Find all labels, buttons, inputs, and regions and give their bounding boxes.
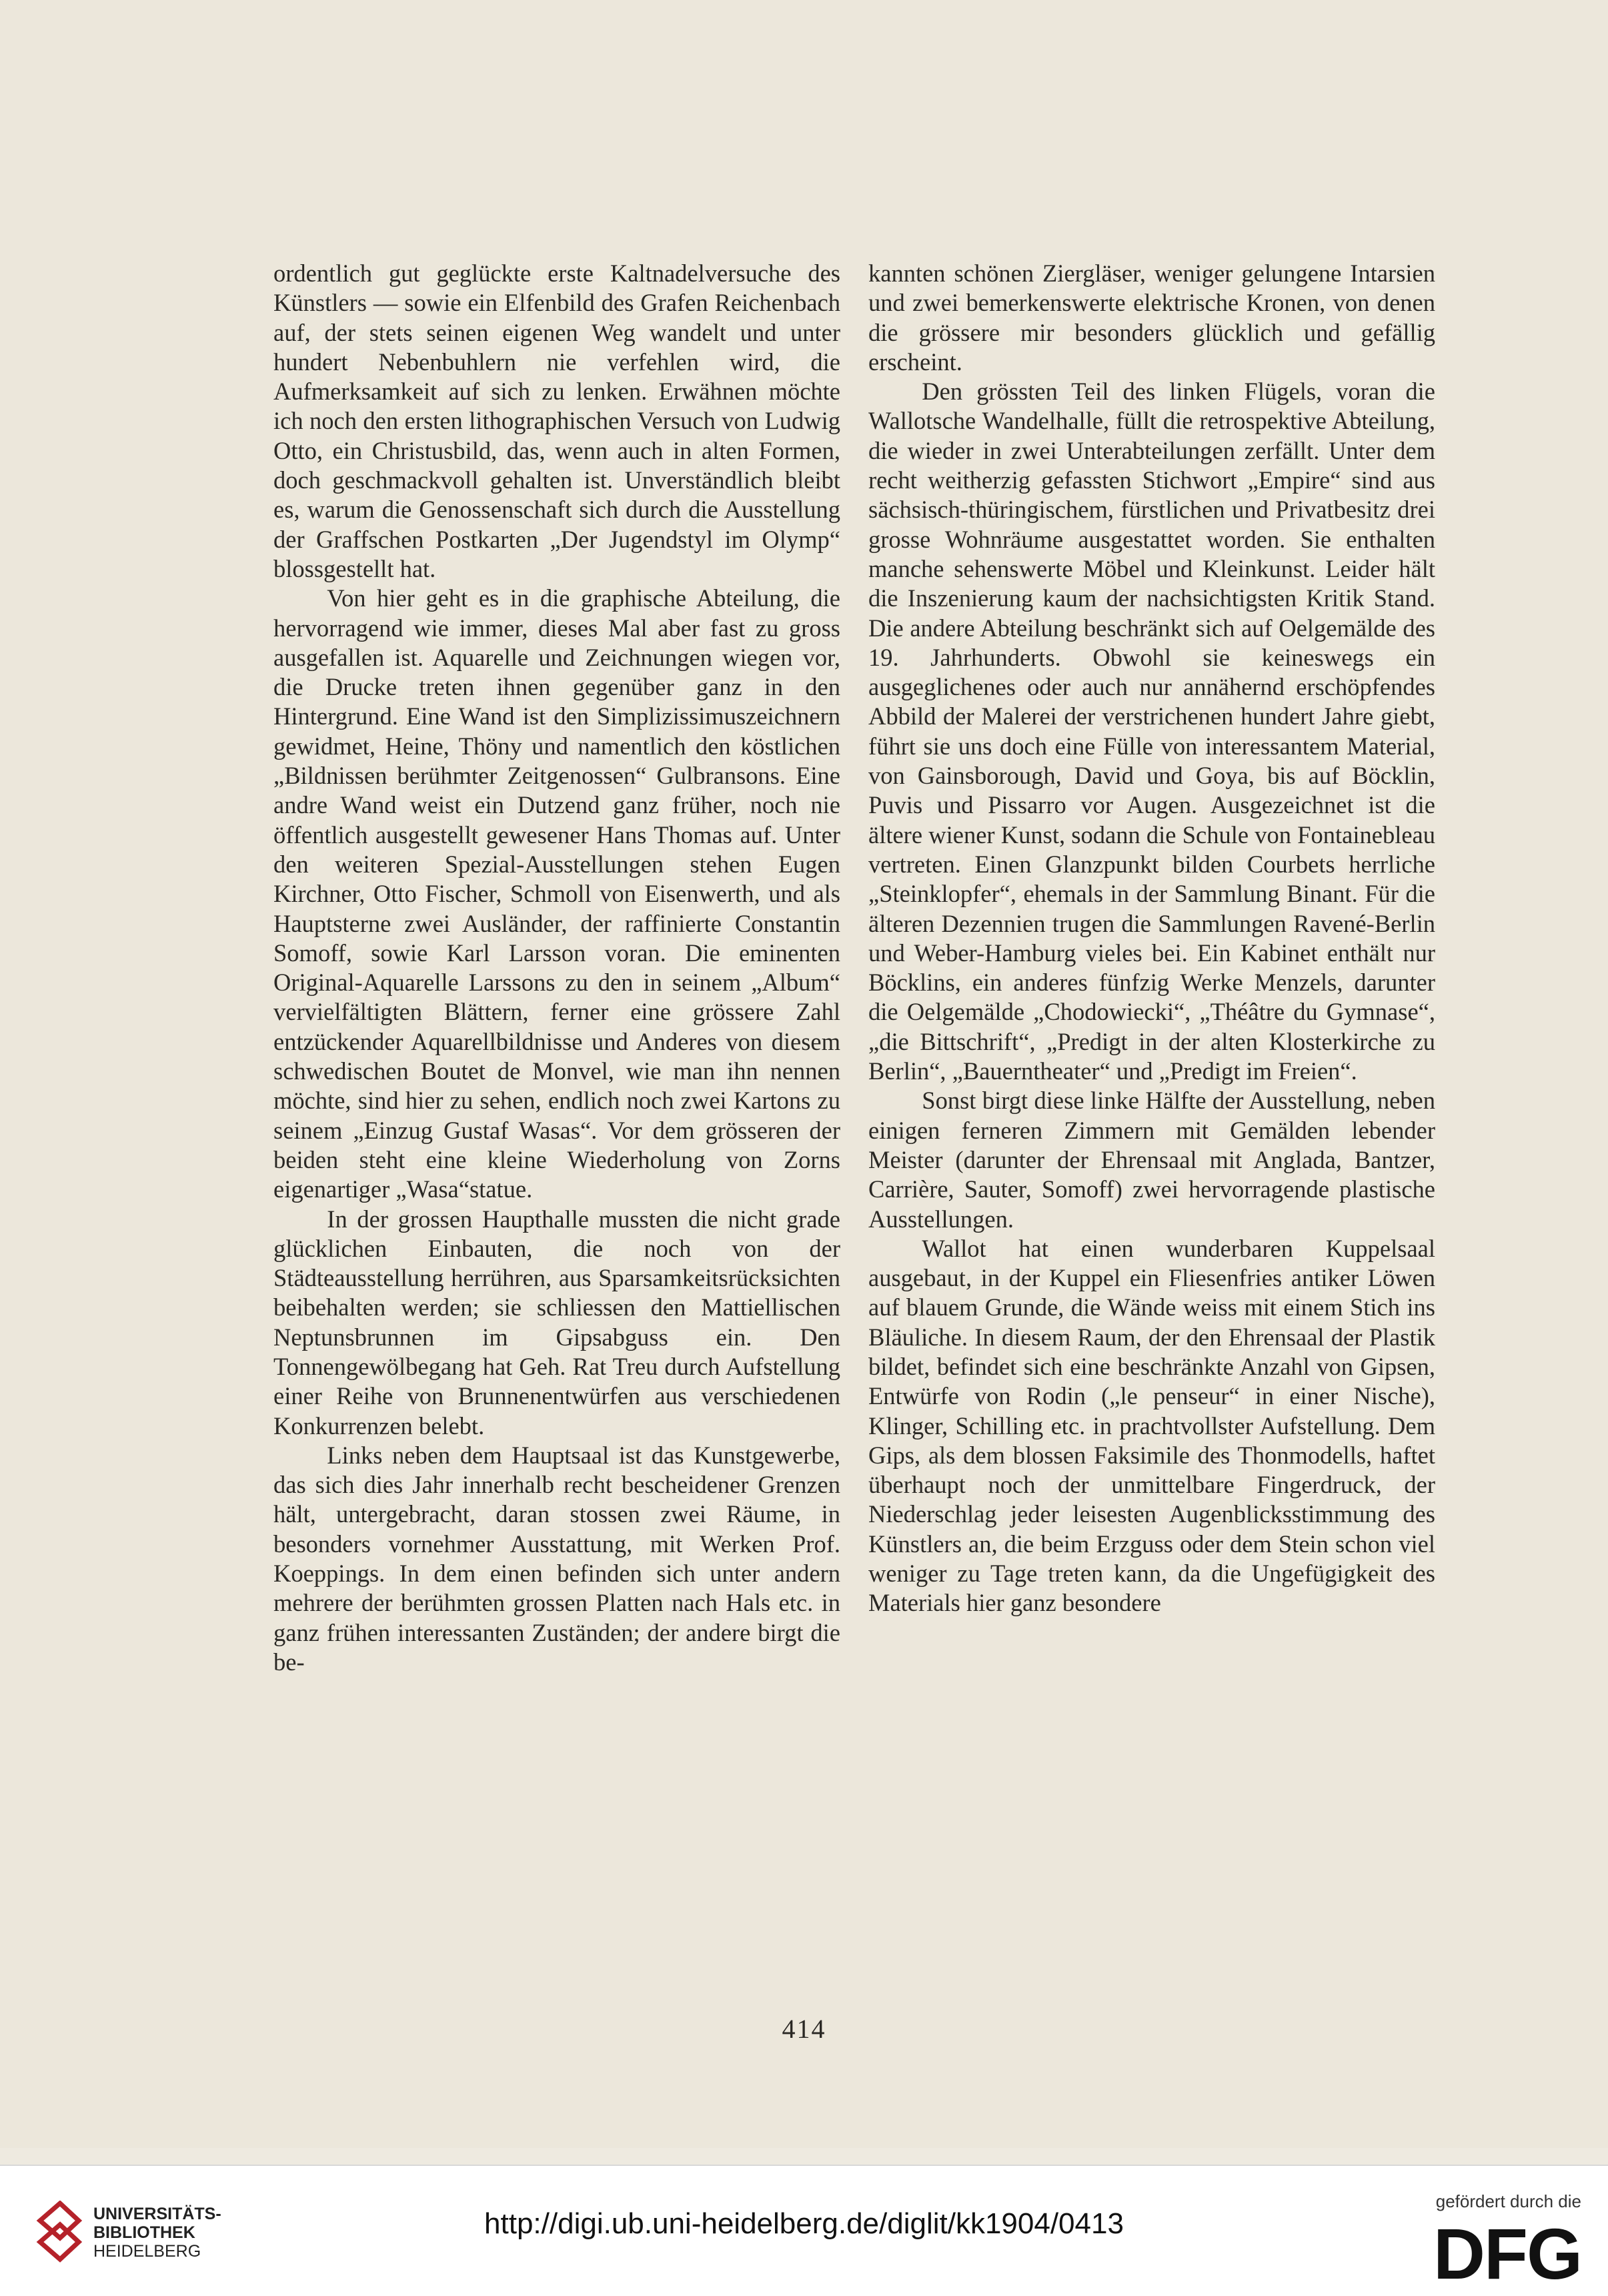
paragraph: In der grossen Haupthalle mussten die nicht grade glücklichen Einbauten, die noch von der Städteausstellung herrühren, aus Sparsamkeitsrücksichten beibehalten werden; sie schliessen den Mattiellischen Neptunsbrunnen im Gipsabguss ein. Den Tonnengewölbegang hat Geh. Rat Treu durch Aufstellung einer Reihe von Brunnenentwürfen aus verschiedenen Konkurrenzen belebt.	[273, 1205, 840, 1440]
paragraph: Sonst birgt diese linke Hälfte der Ausstellung, neben einigen ferneren Zimmern mit Gemälden lebender Meister (darunter der Ehrensaal mit Anglada, Bantzer, Carrière, Sauter, Somoff) zwei hervorragende plastische Ausstellungen.	[868, 1087, 1435, 1233]
institution-line-2: BIBLIOTHEK	[93, 2223, 195, 2242]
paragraph: ordentlich gut geglückte erste Kaltnadelversuche des Künstlers — sowie ein Elfenbild des Grafen Reichenbach auf, der stets seinen eigenen Weg wandelt und unter hundert Nebenbuhlern nie verfehlen wird, die Aufmerksamkeit auf sich zu lenken. Erwähnen möchte ich noch den ersten lithographischen Versuch von Ludwig Otto, ein Christusbild, das, wenn auch in alten Formen, doch geschmackvoll gehalten ist. Unverständlich bleibt es, warum die Genossenschaft sich durch die Ausstellung der Graffschen Postkarten „Der Jugendstyl im Olymp“ blossgestellt hat.	[273, 259, 840, 582]
institution-line-3: HEIDELBERG	[93, 2242, 201, 2261]
paragraph: Von hier geht es in die graphische Abteilung, die hervorragend wie immer, dieses Mal aber fast zu gross ausgefallen ist. Aquarelle und Zeichnungen wiegen vor, die Drucke treten ihnen gegenüber ganz in den Hintergrund. Eine Wand ist den Simplizissimuszeichnern gewidmet, Heine, Thöny und namentlich den köstlichen „Bildnissen berühmter Zeitgenossen“ Gulbransons. Eine andre Wand weist ein Dutzend ganz früher, noch nie öffentlich ausgestellt gewesener Hans Thomas auf. Unter den weiteren Spezial-Ausstellungen stehen Eugen Kirchner, Otto Fischer, Schmoll von Eisenwerth, und als Hauptsterne zwei Ausländer, der raffinierte Constantin Somoff, sowie Karl Larsson voran. Die eminenten Original-Aquarelle Larssons zu den in seinem „Album“ vervielfältigten Blättern, ferner eine grössere Zahl entzückender Aquarellbildnisse und Anderes von diesem schwedischen Boutet de Monvel, wie man ihn nennen möchte, sind hier zu sehen, endlich noch zwei Kartons zu seinem „Einzug Gustaf Wasas“. Vor dem grösseren der beiden steht eine kleine Wiederholung von Zorns eigenartiger „Wasa“statue.	[273, 584, 840, 1203]
paragraph: Links neben dem Hauptsaal ist das Kunstgewerbe, das sich dies Jahr innerhalb recht bescheidener Grenzen hält, untergebracht, daran stossen zwei Räume, in besonders vornehmer Ausstattung, mit Werken Prof. Koeppings. In dem einen befinden sich unter andern mehrere der berühmten grossen Platten nach Hals etc. in ganz frühen interessanten Zuständen; der andere birgt die be-	[273, 1441, 840, 1676]
dfg-logo: DFG	[1433, 2213, 1581, 2294]
funding-label: gefördert durch die	[1435, 2191, 1581, 2211]
permalink-link[interactable]: http://digi.ub.uni-heidelberg.de/diglit/kk1904/0413	[484, 2207, 1124, 2240]
page-number: 414	[782, 2014, 826, 2044]
right-column	[868, 259, 1435, 1618]
institution-line-1: UNIVERSITÄTS-	[93, 2205, 221, 2223]
left-column	[273, 259, 840, 1677]
paragraph: Wallot hat einen wunderbaren Kuppelsaal ausgebaut, in der Kuppel ein Fliesenfries antiker Löwen auf blauem Grunde, die Wände weiss mit einem Stich ins Bläuliche. In diesem Raum, der den Ehrensaal der Plastik bildet, befindet sich eine beschränkte Anzahl von Gipsen, Entwürfe von Rodin („le penseur“ in einer Nische), Klinger, Schilling etc. in prachtvollster Aufstellung. Dem Gips, als dem blossen Faksimile des Thonmodells, haftet überhaupt noch der unmittelbare Fingerdruck, der Niederschlag jeder leisesten Augenblicksstimmung des Künstlers an, die beim Erzguss oder dem Stein schon viel weniger zu Tage treten kann, da die Ungefügigkeit des Materials hier ganz besondere	[868, 1234, 1435, 1617]
paragraph: kannten schönen Ziergläser, weniger gelungene Intarsien und zwei bemerkenswerte elektrische Kronen, von denen die grössere mir besonders glücklich und gefällig erscheint.	[868, 259, 1435, 376]
paragraph: Den grössten Teil des linken Flügels, voran die Wallotsche Wandelhalle, füllt die retrospektive Abteilung, die wieder in zwei Unterabteilungen zerfällt. Unter dem recht weitherzig gefassten Stichwort „Empire“ sind aus sächsisch-thüringischem, fürstlichen und Privatbesitz drei grosse Wohnräume ausgestattet worden. Sie enthalten manche sehenswerte Möbel und Kleinkunst. Leider hält die Inszenierung kaum der nachsichtigsten Kritik Stand. Die andere Abteilung beschränkt sich auf Oelgemälde des 19. Jahrhunderts. Obwohl sie keineswegs ein ausgeglichenes oder auch nur annähernd erschöpfendes Abbild der Malerei der verstrichenen hundert Jahre giebt, führt sie uns doch eine Fülle von interessantem Material, von Gainsborough, David und Goya, bis auf Böcklin, Puvis und Pissarro vor Augen. Ausgezeichnet ist die ältere wiener Kunst, sodann die Schule von Fontainebleau vertreten. Einen Glanzpunkt bilden Courbets herrliche „Steinklopfer“, ehemals in der Sammlung Binant. Für die älteren Dezennien trugen die Sammlungen Ravené-Berlin und Weber-Hamburg vieles bei. Ein Kabinet enthält nur Böcklins, ein anderes fünfzig Werke Menzels, darunter die Oelgemälde „Chodowiecki“, „Théâtre du Gymnase“, „die Bittschrift“, „Predigt in der alten Klosterkirche zu Berlin“, „Bauerntheater“ und „Predigt im Freien“.	[868, 378, 1435, 1085]
footer-bar	[0, 2165, 1608, 2296]
